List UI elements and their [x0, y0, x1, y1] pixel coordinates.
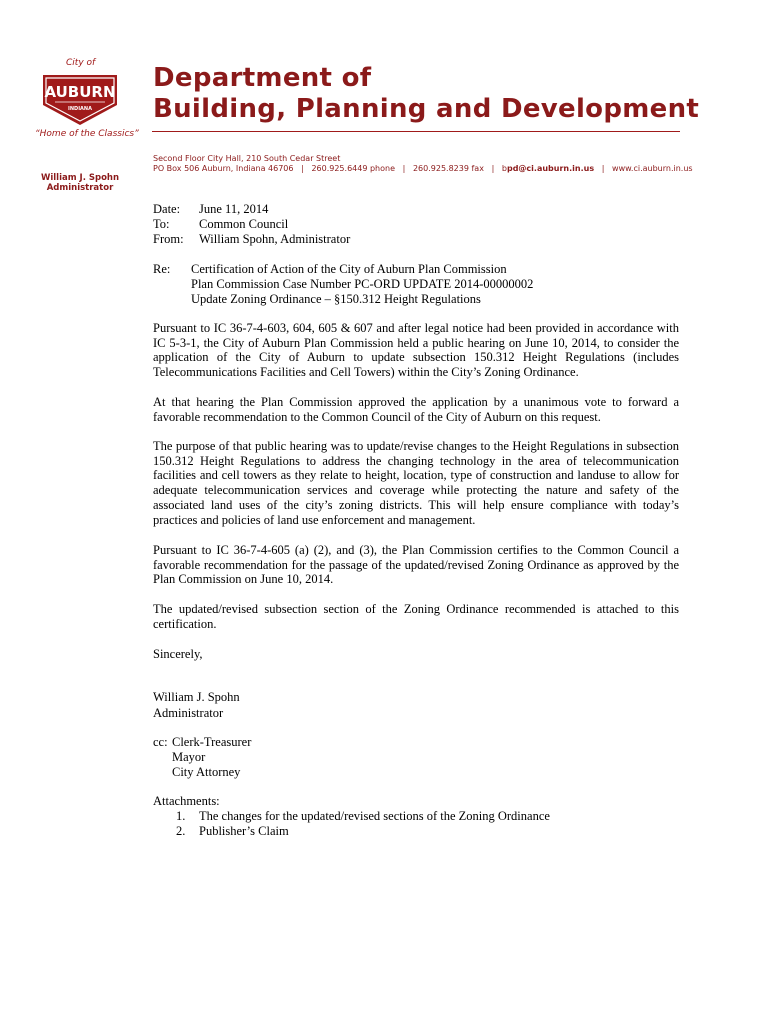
re-label: Re:	[153, 262, 171, 276]
attachment-number: 2.	[176, 824, 186, 838]
page-title-line1: Department of	[153, 63, 372, 93]
body-paragraph-2: At that hearing the Plan Commission approved the application by a unanimous vote to forward a favorable recommendation to the Common Council of the City of Auburn on this request.	[153, 395, 679, 424]
memo-date	[153, 202, 268, 217]
logo-tagline: “Home of the Classics”	[35, 129, 139, 139]
to-value: Common Council	[199, 217, 289, 231]
logo-state: INDIANA	[68, 106, 92, 112]
email-link[interactable]: pd@ci.auburn.in.us	[506, 164, 595, 173]
memo-to	[153, 217, 288, 232]
page-title	[153, 63, 699, 125]
attachment-number: 1.	[176, 809, 186, 823]
re-line: Plan Commission Case Number PC-ORD UPDATE 2014-00000002	[191, 277, 534, 291]
header-divider	[152, 131, 680, 132]
body-paragraph-3: The purpose of that public hearing was to update/revise changes to the Height Regulations in subsection 150.312 Height Regulations to address the changing technology in the area of telecommunication facilities and cell towers as they relate to height, location, type of construction and landuse to allow for adequate telecommunication services and coverage while protecting the nature and safety of the associated land uses of the city’s zoning districts. This will help ensure compliance with today’s practices and policies of land use enforcement and management.	[153, 439, 679, 527]
date-value: June 11, 2014	[199, 202, 269, 216]
attachment-text: The changes for the updated/revised sections of the Zoning Ordinance	[199, 809, 550, 823]
page-title-line2: Building, Planning and Development	[153, 94, 700, 124]
administrator-title: Administrator	[46, 183, 114, 193]
re-line: Certification of Action of the City of Auburn Plan Commission	[191, 262, 507, 276]
signature-name: William J. Spohn	[153, 690, 240, 704]
address-line2-end: | www.ci.auburn.in.us	[594, 164, 693, 173]
attachments-label: Attachments:	[153, 794, 220, 808]
attachment-item	[176, 824, 289, 839]
address-line1: Second Floor City Hall, 210 South Cedar Street	[153, 154, 341, 163]
attachment-text: Publisher’s Claim	[199, 824, 289, 838]
to-label: To:	[153, 217, 170, 231]
memo-from	[153, 232, 350, 247]
body-paragraph-4: Pursuant to IC 36-7-4-605 (a) (2), and (3), the Plan Commission certifies to the Common Council a favorable recommendation for the passage of the updated/revised Zoning Ordinance as approved by the Plan Commission on June 10, 2014.	[153, 543, 679, 587]
cc-label: cc:	[153, 735, 168, 749]
logo-city-of: City of	[66, 58, 96, 68]
auburn-logo	[37, 73, 123, 127]
body-paragraph-5: The updated/revised subsection section of the Zoning Ordinance recommended is attached to this certification.	[153, 602, 679, 631]
administrator-name: William J. Spohn	[40, 173, 120, 183]
attachment-item	[176, 809, 550, 824]
address-block	[153, 154, 693, 174]
address-line2-start: PO Box 506 Auburn, Indiana 46706 | 260.925.6449 phone | 260.925.8239 fax | b	[153, 164, 507, 173]
re-line: Update Zoning Ordinance – §150.312 Height Regulations	[191, 292, 481, 306]
from-value: William Spohn, Administrator	[199, 232, 351, 246]
date-label: Date:	[153, 202, 181, 216]
address-line2	[153, 164, 693, 174]
body-paragraph-1: Pursuant to IC 36-7-4-603, 604, 605 & 607 and after legal notice had been provided in accordance with IC 5-3-1, the City of Auburn Plan Commission held a public hearing on June 10, 2014, to consider the application of the City of Auburn to update subsection 150.312 Height Regulations (includes Telecommunications Facilities and Cell Towers) within the City’s Zoning Ordinance.	[153, 321, 679, 380]
cc-item: Clerk-Treasurer	[172, 735, 252, 749]
cc-item: Mayor	[172, 750, 206, 764]
closing: Sincerely,	[153, 647, 203, 661]
cc-item: City Attorney	[172, 765, 241, 779]
logo-name: AUBURN	[44, 83, 116, 101]
from-label: From:	[153, 232, 184, 246]
administrator-block	[40, 173, 120, 193]
signature-title: Administrator	[153, 706, 224, 720]
